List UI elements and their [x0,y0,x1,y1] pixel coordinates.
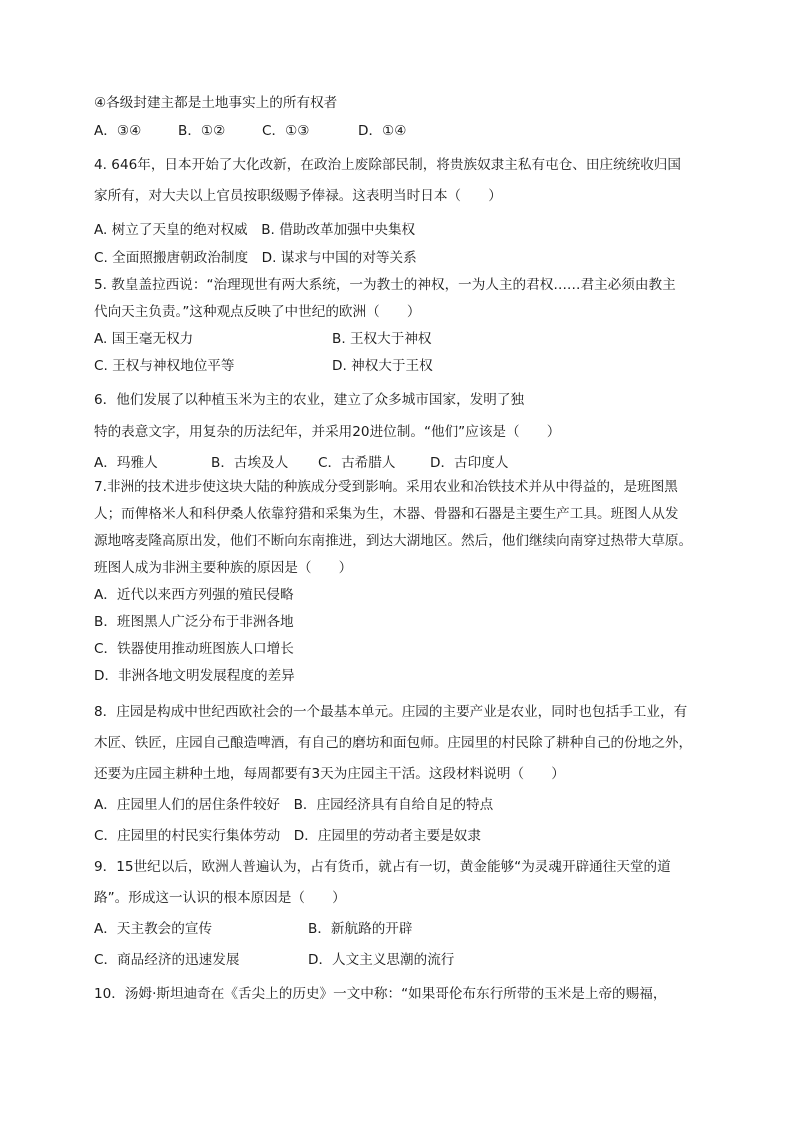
q10-stem-line1: 10．汤姆·斯坦迪奇在《舌尖上的历史》一文中称：“如果哥伦布东行所带的玉米是上帝的赐福， [94,986,667,1002]
q8-stem-line3: 还要为庄园主耕种土地，每周都要有3天为庄园主干活。这段材料说明（ ） [94,766,565,782]
q7-stem-line1: 7.非洲的技术进步使这块大陆的种族成分受到影响。采用农业和冶铁技术并从中得益的，是班图黑 [94,479,678,495]
q4-options-cd: C. 全面照搬唐朝政治制度 D. 谋求与中国的对等关系 [94,250,417,266]
q6-option-c: C．古希腊人 [318,455,396,471]
q5-stem-line2: 代向天主负责。”这种观点反映了中世纪的欧洲（ ） [94,304,421,320]
q8-stem-line2: 木匠、铁匠，庄园自己酿造啤酒，有自己的磨坊和面包师。庄园里的村民除了耕种自己的份地之外， [94,735,693,751]
q5-option-d: D. 神权大于王权 [332,358,433,374]
q3-option-a: A．③④ [94,123,142,139]
q9-stem-line1: 9．15世纪以后，欧洲人普遍认为，占有货币，就占有一切，黄金能够“为灵魂开辟通往天堂的道 [94,859,671,875]
q7-option-b: B．班图黑人广泛分布于非洲各地 [94,614,294,630]
q3-option-c: C．①③ [262,123,310,139]
q7-option-c: C．铁器使用推动班图族人口增长 [94,641,294,657]
q5-option-b: B. 王权大于神权 [332,331,432,347]
q8-options-cd: C．庄园里的村民实行集体劳动 D．庄园里的劳动者主要是奴隶 [94,828,481,844]
q9-option-a: A．天主教会的宣传 [94,921,213,937]
q7-stem-line2: 人；而俾格米人和科伊桑人依靠狩猎和采集为生，木器、骨器和石器是主要生产工具。班图人从发 [94,506,679,522]
q6-option-a: A．玛雅人 [94,455,158,471]
statement-4: ④各级封建主都是土地事实上的所有权者 [94,95,338,111]
q7-stem-line3: 源地喀麦隆高原出发，他们不断向东南推进，到达大湖地区。然后，他们继续向南穿过热带大草原。 [94,533,693,549]
q5-stem-line1: 5. 教皇盖拉西说：“治理现世有两大系统，一为教士的神权，一为人主的君权……君主必须由教主 [94,277,676,293]
q9-option-d: D．人文主义思潮的流行 [308,952,455,968]
q9-stem-line2: 路”。形成这一认识的根本原因是（ ） [94,890,346,906]
q3-option-b: B．①② [178,123,226,139]
q8-stem-line1: 8．庄园是构成中世纪西欧社会的一个最基本单元。庄园的主要产业是农业，同时也包括手工业，有 [94,704,688,720]
q4-stem-line1: 4. 646年，日本开始了大化改新，在政治上废除部民制，将贵族奴隶主私有屯仓、田庄统统收归国 [94,157,681,173]
q3-option-d: D．①④ [358,123,407,139]
q9-option-b: B．新航路的开辟 [308,921,413,937]
q6-stem-line1: 6．他们发展了以种植玉米为主的农业，建立了众多城市国家，发明了独 [94,392,525,408]
q6-option-d: D．古印度人 [430,455,509,471]
q7-option-a: A．近代以来西方列强的殖民侵略 [94,587,294,603]
q7-stem-line4: 班图人成为非洲主要种族的原因是（ ） [94,560,353,576]
q7-option-d: D．非洲各地文明发展程度的差异 [94,668,295,684]
q9-option-c: C．商品经济的迅速发展 [94,952,240,968]
q6-stem-line2: 特的表意文字，用复杂的历法纪年，并采用20进位制。“他们”应该是（ ） [94,424,561,440]
q6-option-b: B．古埃及人 [211,455,289,471]
q8-options-ab: A．庄园里人们的居住条件较好 B．庄园经济具有自给自足的特点 [94,797,494,813]
q4-options-ab: A. 树立了天皇的绝对权威 B. 借助改革加强中央集权 [94,222,416,238]
q5-option-a: A. 国王毫无权力 [94,331,194,347]
q5-option-c: C. 王权与神权地位平等 [94,358,235,374]
q4-stem-line2: 家所有，对大夫以上官员按职级赐予俸禄。这表明当时日本（ ） [94,188,502,204]
